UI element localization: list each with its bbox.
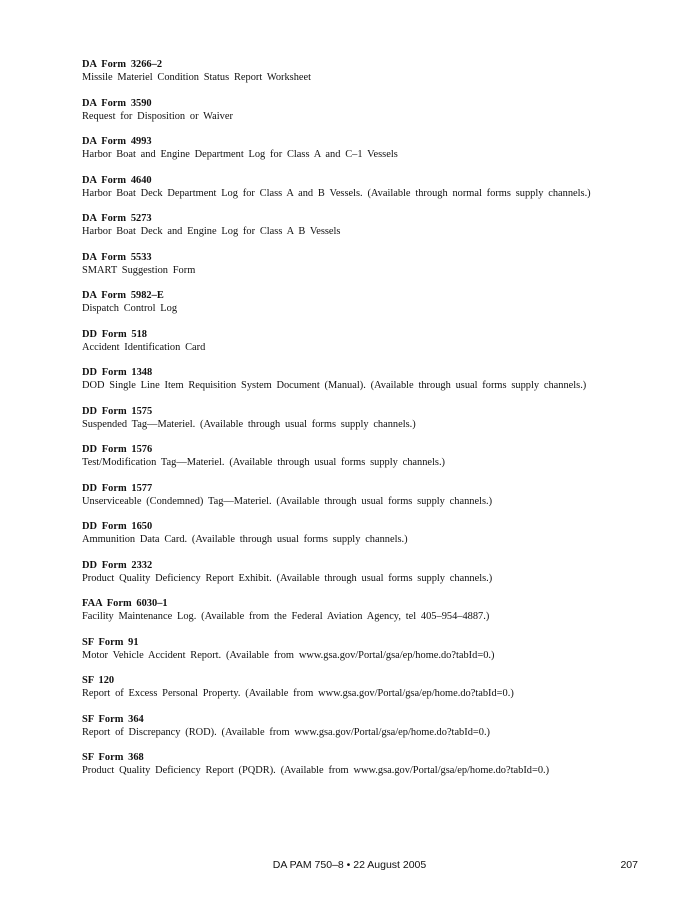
form-title: DD Form 1576 <box>82 444 153 455</box>
form-title: DD Form 518 <box>82 328 147 340</box>
form-entry <box>82 482 662 508</box>
form-title: DA Form 5273 <box>82 213 152 224</box>
form-entry <box>82 636 662 662</box>
form-description: Unserviceable (Condemned) Tag—Materiel. (Available through usual forms supply channels.) <box>82 495 493 507</box>
form-entry <box>82 135 662 161</box>
form-description: Dispatch Control Log <box>82 303 178 314</box>
form-title: DA Form 3266–2 <box>82 59 163 70</box>
form-title: DD Form 1650 <box>82 521 153 532</box>
form-title: SF Form 368 <box>82 752 144 763</box>
form-title: DA Form 5533 <box>82 251 152 263</box>
form-description: Harbor Boat and Engine Department Log for Class A and C–1 Vessels <box>82 149 398 160</box>
form-entry <box>82 366 662 392</box>
form-entry <box>82 58 662 84</box>
form-entry <box>82 674 662 700</box>
form-entry <box>82 212 662 238</box>
form-entry <box>82 559 662 585</box>
form-description: Product Quality Deficiency Report (PQDR). (Available from www.gsa.gov/Portal/gsa/ep/home.do?tabId=0.) <box>82 765 550 776</box>
form-description: Test/Modification Tag—Materiel. (Available through usual forms supply channels.) <box>82 457 446 468</box>
form-title: DA Form 5982–E <box>82 290 164 301</box>
form-title: DD Form 1575 <box>82 405 153 417</box>
form-entry <box>82 751 662 777</box>
form-title: DA Form 4993 <box>82 136 152 147</box>
form-title: DA Form 4640 <box>82 174 152 186</box>
form-description: Facility Maintenance Log. (Available from the Federal Aviation Agency, tel 405–954–4887.) <box>82 611 490 622</box>
form-title: SF 120 <box>82 675 115 686</box>
page-number: 207 <box>620 859 638 871</box>
form-title: SF Form 364 <box>82 713 144 725</box>
form-description: Harbor Boat Deck and Engine Log for Class A B Vessels <box>82 226 341 237</box>
form-title: DD Form 1348 <box>82 367 153 378</box>
form-entry <box>82 405 662 431</box>
form-title: FAA Form 6030–1 <box>82 598 168 609</box>
form-entry <box>82 328 662 354</box>
form-description: Accident Identification Card <box>82 341 206 353</box>
form-description: SMART Suggestion Form <box>82 264 196 276</box>
form-description: Motor Vehicle Accident Report. (Available from www.gsa.gov/Portal/gsa/ep/home.do?tabId=0.) <box>82 649 495 661</box>
form-entry <box>82 597 662 623</box>
form-title: DA Form 3590 <box>82 97 152 109</box>
form-description: Missile Materiel Condition Status Report Worksheet <box>82 72 312 83</box>
form-description: Harbor Boat Deck Department Log for Class A and B Vessels. (Available through normal forms supply channels.) <box>82 187 591 199</box>
form-description: Suspended Tag—Materiel. (Available through usual forms supply channels.) <box>82 418 416 430</box>
form-description: Product Quality Deficiency Report Exhibit. (Available through usual forms supply channels.) <box>82 572 493 584</box>
form-description: Report of Excess Personal Property. (Available from www.gsa.gov/Portal/gsa/ep/home.do?tabId=0.) <box>82 688 514 699</box>
form-entry <box>82 520 662 546</box>
form-entry <box>82 443 662 469</box>
forms-list <box>82 58 662 790</box>
form-description: Request for Disposition or Waiver <box>82 110 233 122</box>
form-entry <box>82 289 662 315</box>
form-entry <box>82 251 662 277</box>
form-description: DOD Single Line Item Requisition System Document (Manual). (Available through usual forms supply channels.) <box>82 380 587 391</box>
footer-publication: DA PAM 750–8 • 22 August 2005 <box>272 859 427 871</box>
form-title: SF Form 91 <box>82 636 139 648</box>
form-title: DD Form 2332 <box>82 559 153 571</box>
form-entry <box>82 174 662 200</box>
form-description: Ammunition Data Card. (Available through usual forms supply channels.) <box>82 534 408 545</box>
form-description: Report of Discrepancy (ROD). (Available from www.gsa.gov/Portal/gsa/ep/home.do?tabId=0.) <box>82 726 491 738</box>
page-footer <box>0 858 699 872</box>
form-title: DD Form 1577 <box>82 482 153 494</box>
form-entry <box>82 97 662 123</box>
form-entry <box>82 713 662 739</box>
